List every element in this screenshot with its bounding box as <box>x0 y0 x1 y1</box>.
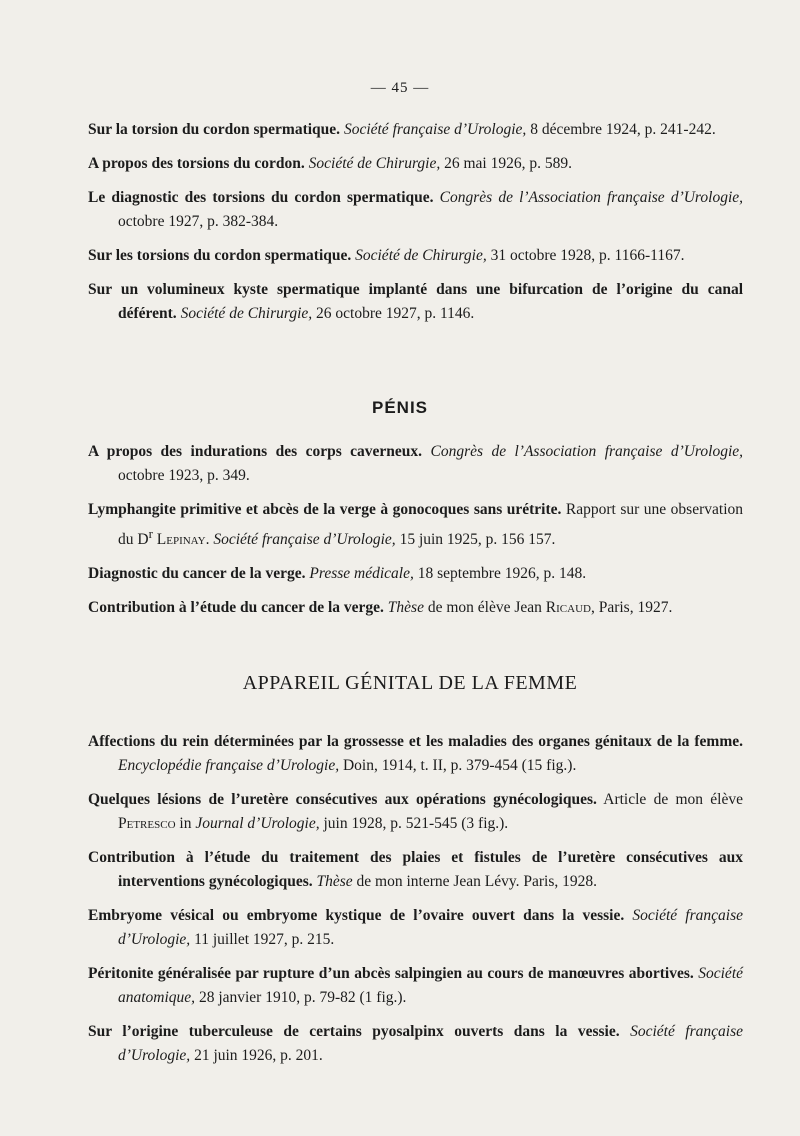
reference-note: Article de mon élève <box>596 791 743 808</box>
reference-journal: Société française d’Urologie, <box>343 121 527 138</box>
reference-note: Rapport sur une observation du D <box>118 501 743 549</box>
reference-note: in <box>175 815 196 832</box>
reference-journal: Encyclopédie française d’Urologie, <box>118 757 340 774</box>
reference-details: Doin, 1914, t. II, p. 379-454 (15 fig.). <box>339 757 577 774</box>
reference-journal: Journal d’Urologie, <box>195 815 320 832</box>
reference-title: Contribution à l’étude du cancer de la verge. <box>88 599 384 617</box>
reference-journal: Thèse <box>316 873 353 890</box>
section-cordon <box>88 118 743 336</box>
reference-details: 11 juillet 1927, p. 215. <box>190 931 335 948</box>
reference-entry <box>88 788 743 836</box>
reference-journal: Presse médicale, <box>309 565 414 583</box>
reference-details: octobre 1927, p. 382-384. <box>118 213 279 230</box>
reference-details: 21 juin 1926, p. 201. <box>190 1047 323 1064</box>
reference-journal: Société française d’Urologie, <box>118 907 743 948</box>
reference-title: Le diagnostic des torsions du cordon spermatique. <box>88 189 434 206</box>
reference-entry <box>88 1020 743 1068</box>
reference-details: 18 septembre 1926, p. 148. <box>413 565 587 583</box>
reference-entry <box>88 186 743 234</box>
reference-journal: Société de Chirurgie, <box>180 305 313 322</box>
reference-entry <box>88 498 743 552</box>
reference-entry <box>88 846 743 894</box>
reference-title: Quelques lésions de l’uretère consécutives aux opérations gynécologiques. <box>88 791 597 808</box>
section-heading-femme: APPAREIL GÉNITAL DE LA FEMME <box>242 672 578 694</box>
reference-title: Embryome vésical ou embryome kystique de l’ovaire ouvert dans la vessie. <box>88 907 625 924</box>
reference-entry <box>88 562 743 586</box>
reference-details: juin 1928, p. 521-545 (3 fig.). <box>319 815 509 832</box>
page-number: — 45 — <box>370 80 430 96</box>
reference-person: Ricaud <box>545 599 591 617</box>
reference-title: A propos des indurations des corps caverneux. <box>88 443 423 460</box>
reference-entry <box>88 440 743 488</box>
reference-person: Petresco <box>118 815 176 832</box>
section-femme <box>88 730 743 1078</box>
reference-entry <box>88 118 743 142</box>
reference-journal: Thèse <box>387 599 424 617</box>
reference-details: 26 octobre 1927, p. 1146. <box>312 305 475 322</box>
reference-title: Sur l’origine tuberculeuse de certains pyosalpinx ouverts dans la vessie. <box>88 1023 620 1040</box>
reference-details: de mon interne Jean Lévy. Paris, 1928. <box>352 873 598 890</box>
section-heading-penis: PÉNIS <box>371 398 429 417</box>
reference-note: de mon élève Jean <box>423 599 546 617</box>
reference-journal: Société française d’Urologie, <box>118 1023 743 1064</box>
reference-details: 28 janvier 1910, p. 79-82 (1 fig.). <box>195 989 407 1006</box>
reference-details: 31 octobre 1928, p. 1166-1167. <box>486 247 685 264</box>
reference-person: Lepinay <box>156 531 206 549</box>
reference-details: 8 décembre 1924, p. 241-242. <box>526 121 716 138</box>
reference-details: 15 juin 1925, p. 156 157. <box>395 531 556 549</box>
reference-title: Contribution à l’étude du traitement des plaies et fistules de l’uretère consécutives aux interventions gynécologiques. <box>88 849 743 890</box>
reference-title: A propos des torsions du cordon. <box>88 155 305 172</box>
reference-title: Sur un volumineux kyste spermatique implanté dans une bifurcation de l’origine du canal déférent. <box>88 281 743 322</box>
reference-entry <box>88 152 743 176</box>
reference-journal: Congrès de l’Association française d’Urologie, <box>439 189 743 206</box>
reference-title: Lymphangite primitive et abcès de la verge à gonocoques sans urétrite. <box>88 501 562 518</box>
reference-details: , Paris, 1927. <box>590 599 673 617</box>
reference-note-sup: r <box>148 526 153 541</box>
reference-punct: . <box>205 531 210 549</box>
reference-journal: Société de Chirurgie, <box>308 155 441 172</box>
reference-entry <box>88 278 743 326</box>
reference-journal: Société française d’Urologie, <box>209 531 396 549</box>
reference-details: octobre 1923, p. 349. <box>118 467 250 484</box>
reference-entry <box>88 904 743 952</box>
reference-title: Sur les torsions du cordon spermatique. <box>88 247 352 264</box>
reference-entry <box>88 962 743 1010</box>
reference-details: 26 mai 1926, p. 589. <box>440 155 572 172</box>
reference-title: Sur la torsion du cordon spermatique. <box>88 121 341 138</box>
reference-entry <box>88 596 743 620</box>
reference-entry <box>88 244 743 268</box>
reference-journal: Société anatomique, <box>118 965 744 1006</box>
reference-entry <box>88 730 743 778</box>
reference-journal: Congrès de l’Association française d’Urologie, <box>430 443 744 460</box>
reference-title: Diagnostic du cancer de la verge. <box>88 565 306 583</box>
reference-title: Péritonite généralisée par rupture d’un abcès salpingien au cours de manœuvres abortives. <box>88 965 694 982</box>
section-penis <box>88 440 743 630</box>
reference-title: Affections du rein déterminées par la grossesse et les maladies des organes génitaux de la femme. <box>88 733 743 750</box>
reference-journal: Société de Chirurgie, <box>355 247 487 264</box>
